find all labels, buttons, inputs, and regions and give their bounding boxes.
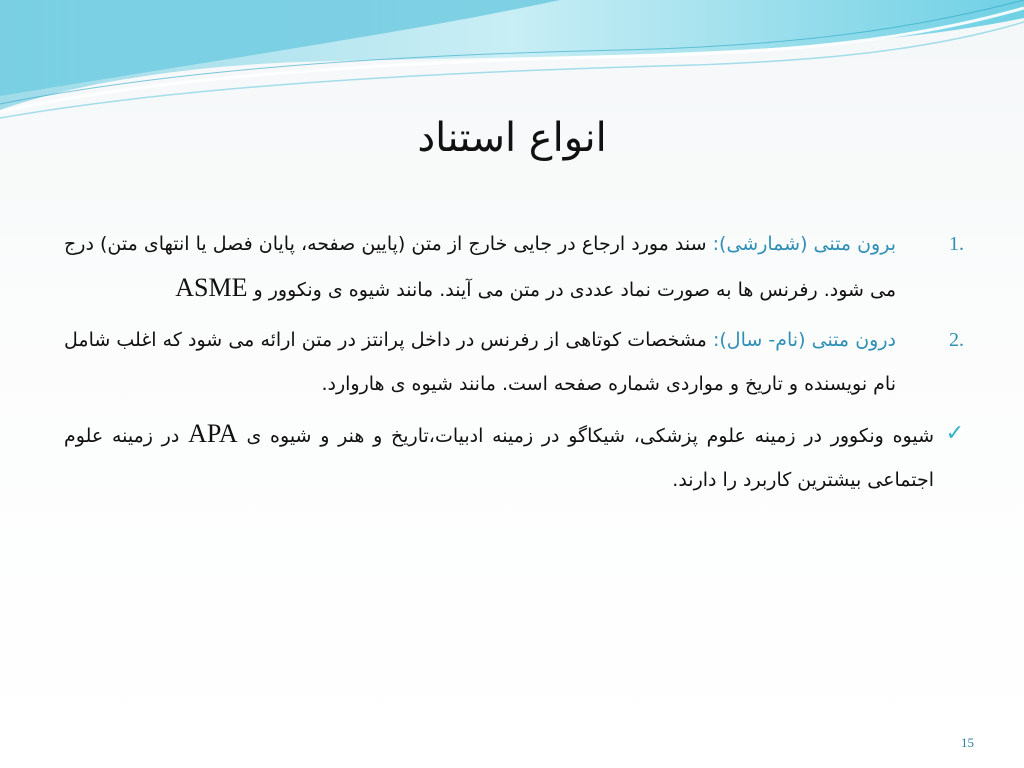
- item-number: 2.: [949, 329, 964, 351]
- item-latin-term: ASME: [175, 273, 248, 302]
- item-text: سند مورد ارجاع در جایی خارج از متن (پایین صفحه، پایان فصل یا انتهای متن) درج می شود. رفرنس ها به صورت نماد عددی در متن می آیند. مانند شیوه ی ونکوور و: [64, 233, 896, 301]
- item-paragraph: [64, 318, 896, 406]
- list-item: [64, 318, 964, 406]
- note-text-after: در زمینه علوم اجتماعی بیشترین کاربرد را دارند.: [64, 425, 934, 491]
- note-paragraph: [64, 412, 934, 502]
- item-term: درون متنی (نام- سال):: [712, 329, 896, 351]
- item-paragraph: [64, 222, 896, 312]
- page-number: 15: [961, 735, 974, 750]
- item-text: مشخصات کوتاهی از رفرنس در داخل پرانتز در متن ارائه می شود که اغلب شامل نام نویسنده و تاریخ و مواردی شماره صفحه است. مانند شیوه ی هاروارد.: [64, 329, 896, 395]
- item-term: برون متنی (شمارشی):: [712, 233, 896, 255]
- content-list: [64, 222, 964, 502]
- note-text-before: شیوه ونکوور در زمینه علوم پزشکی، شیکاگو در زمینه ادبیات،تاریخ و هنر و شیوه ی: [237, 425, 934, 447]
- slide-title: انواع استناد: [417, 115, 607, 161]
- checkmark-icon: ✓: [945, 421, 964, 446]
- item-number: 1.: [949, 233, 964, 255]
- list-item-note: [64, 412, 964, 502]
- note-latin-term: APA: [188, 419, 238, 448]
- list-item: [64, 222, 964, 312]
